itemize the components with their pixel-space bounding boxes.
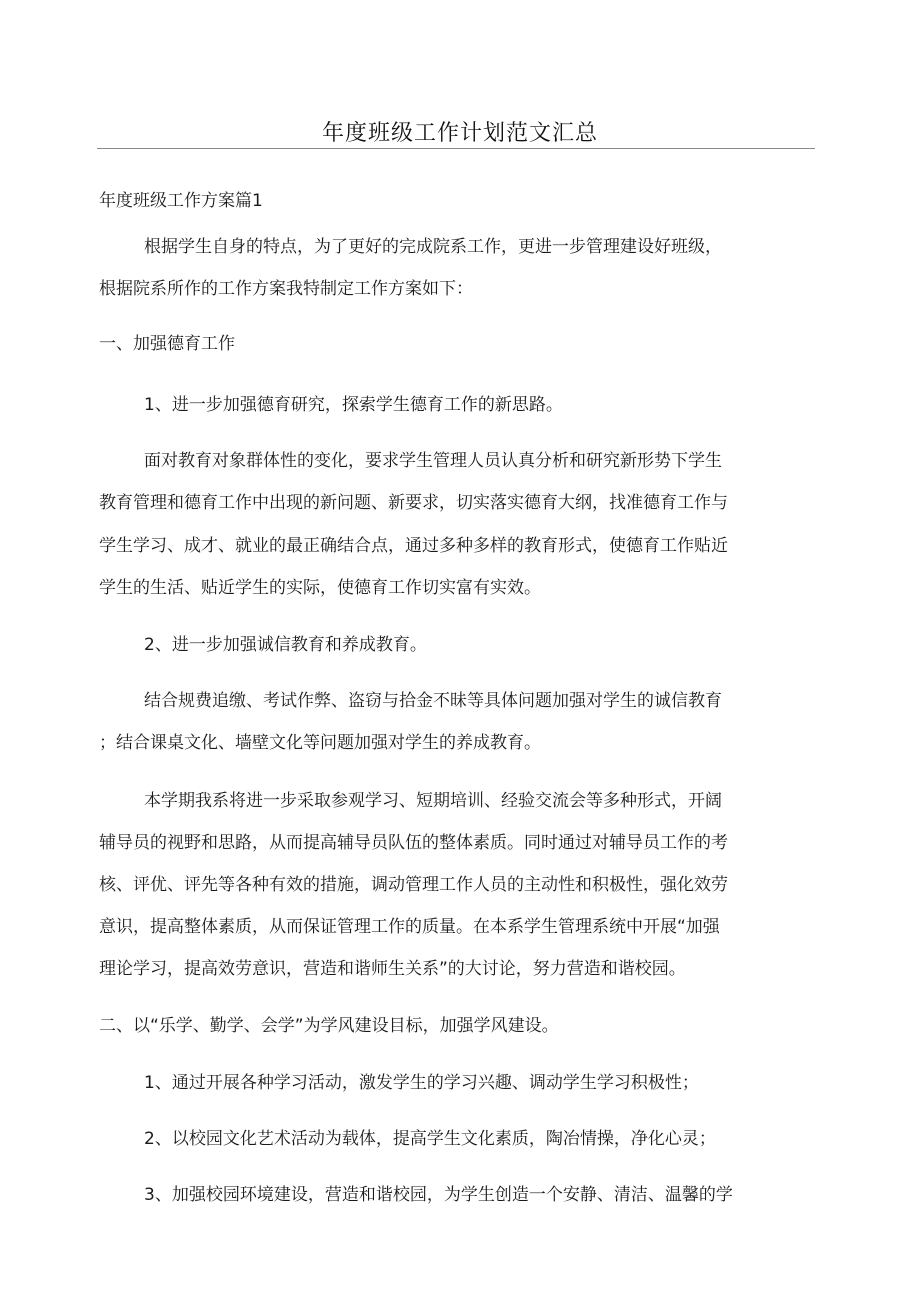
- list-item: 2、以校园文化艺术活动为载体，提高学生文化素质，陶冶情操，净化心灵；: [144, 1129, 716, 1149]
- section-heading: 年度班级工作方案篇1: [99, 191, 263, 211]
- document-title: 年度班级工作计划范文汇总: [321, 121, 598, 146]
- paragraph-line: 教育管理和德育工作中出现的新问题、新要求，切实落实德育大纲，找准德育工作与: [99, 493, 728, 513]
- paragraph-line: 本学期我系将进一步采取参观学习、短期培训、经验交流会等多种形式，开阔: [144, 791, 722, 811]
- paragraph-line: ；结合课桌文化、墙壁文化等问题加强对学生的养成教育。: [99, 733, 541, 753]
- paragraph-line: 学生的生活、贴近学生的实际，使德育工作切实富有实效。: [99, 578, 541, 598]
- section-heading: 一、加强德育工作: [99, 334, 235, 354]
- paragraph-line: 根据学生自身的特点，为了更好的完成院系工作，更进一步管理建设好班级，: [144, 237, 722, 257]
- section-heading: 二、以“乐学、勤学、会学”为学风建设目标，加强学风建设。: [99, 1016, 559, 1036]
- list-item: 1、进一步加强德育研究，探索学生德育工作的新思路。: [144, 395, 563, 415]
- title-underline: [97, 148, 815, 149]
- paragraph-line: 结合规费追缴、考试作弊、盗窃与拾金不昧等具体问题加强对学生的诚信教育: [144, 691, 722, 711]
- paragraph-line: 辅导员的视野和思路，从而提高辅导员队伍的整体素质。同时通过对辅导员工作的考: [99, 833, 728, 853]
- paragraph-line: 理论学习，提高效劳意识，营造和谐师生关系”的大讨论，努力营造和谐校园。: [99, 959, 686, 979]
- paragraph-line: 意识，提高整体素质，从而保证管理工作的质量。在本系学生管理系统中开展“加强: [99, 917, 720, 937]
- list-item: 1、通过开展各种学习活动，激发学生的学习兴趣、调动学生学习积极性；: [144, 1073, 699, 1093]
- list-item: 2、进一步加强诚信教育和养成教育。: [144, 635, 427, 655]
- paragraph-line: 根据院系所作的工作方案我特制定工作方案如下：: [99, 279, 473, 299]
- paragraph-line: 核、评优、评先等各种有效的措施，调动管理工作人员的主动性和积极性，强化效劳: [99, 875, 728, 895]
- paragraph-line: 学生学习、成才、就业的最正确结合点，通过多种多样的教育形式，使德育工作贴近: [99, 536, 728, 556]
- list-item: 3、加强校园环境建设，营造和谐校园，为学生创造一个安静、清洁、温馨的学: [144, 1185, 733, 1205]
- paragraph-line: 面对教育对象群体性的变化，要求学生管理人员认真分析和研究新形势下学生: [144, 451, 722, 471]
